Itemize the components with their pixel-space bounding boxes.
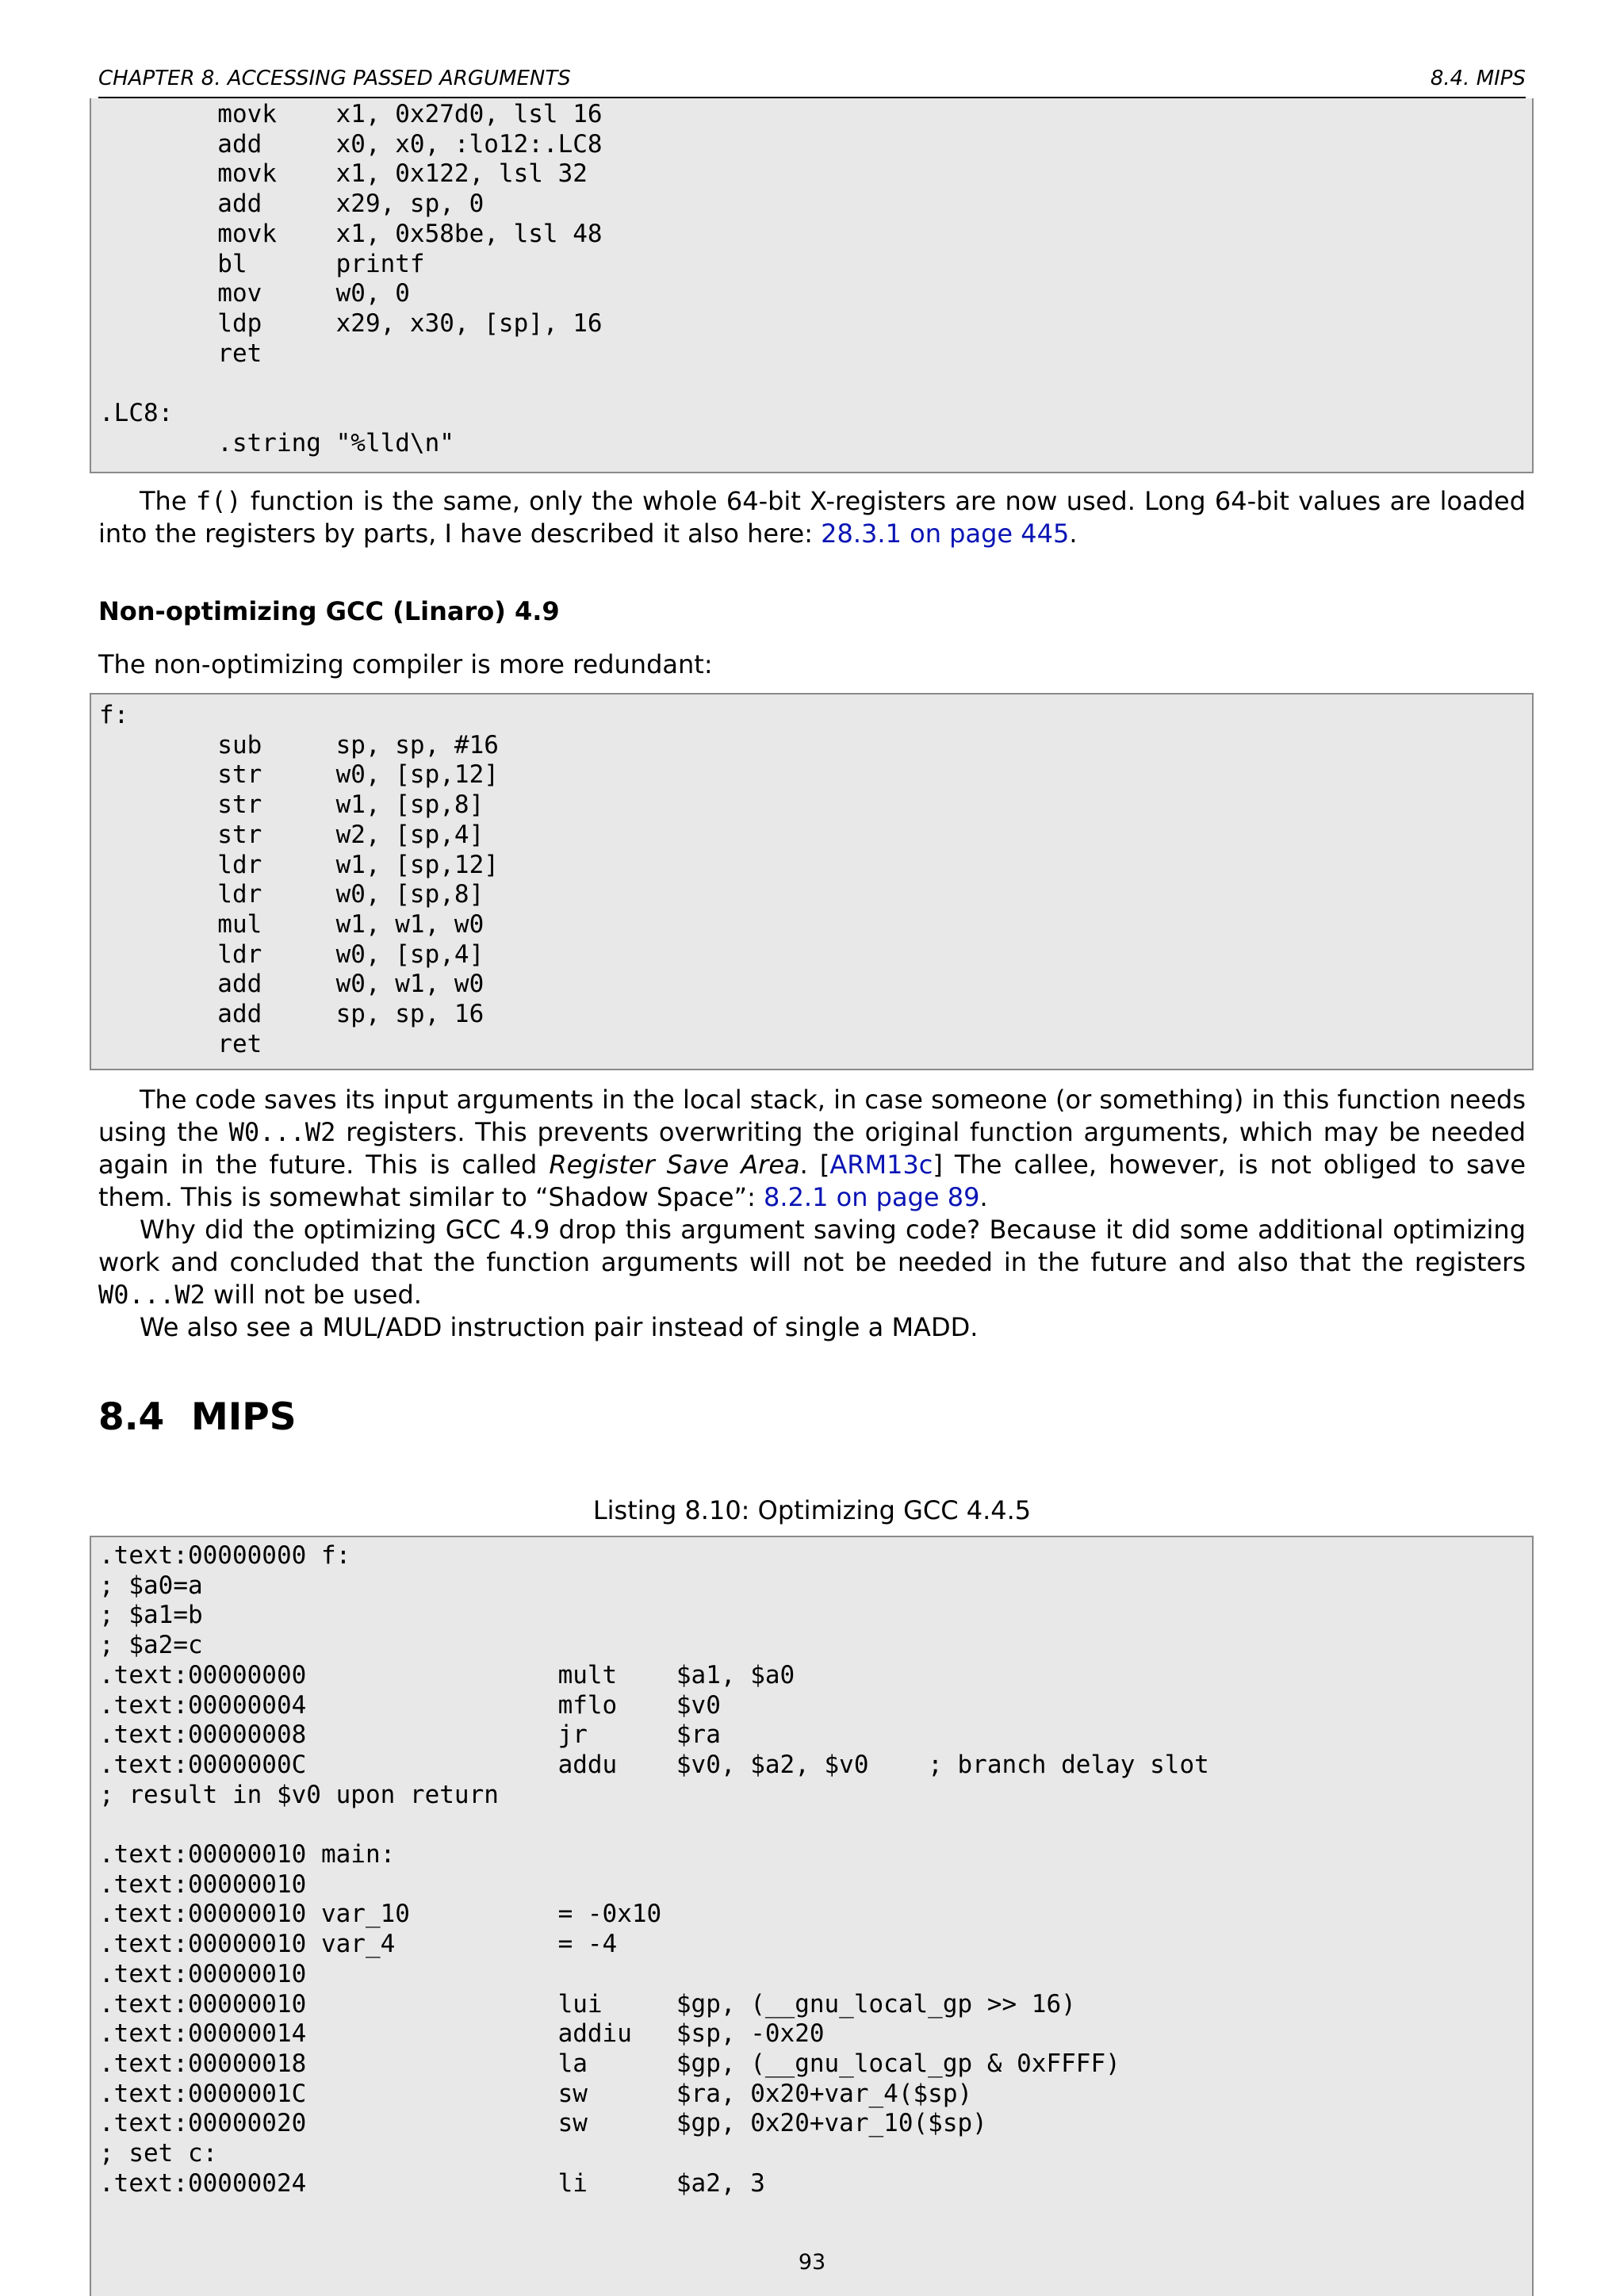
citation-arm13c[interactable]: ARM13c — [829, 1150, 933, 1180]
text-run: . [ — [799, 1150, 830, 1180]
code-listing-arm64-tail: movk x1, 0x27d0, lsl 16 add x0, x0, :lo12:.LC8 movk x1, 0x122, lsl 32 add x29, sp, 0 movk x1, 0x58be, lsl 48 bl printf mov w0, 0 ldp x29, x30, [sp], 16 ret .LC8: .string "%lld\n" — [90, 98, 1534, 473]
paragraph-f-function — [98, 485, 1526, 550]
text-run: The — [140, 486, 196, 516]
intro-text: The non-optimizing compiler is more redundant: — [98, 649, 713, 679]
paragraph-why-drop — [98, 1214, 1526, 1311]
paragraph-intro-nonopt — [98, 649, 1526, 681]
text-run: function is the same, only the whole 64-bit X-registers are now used. Long 64-bit values are loaded into the registers by parts, I have described it also here: — [98, 486, 1526, 549]
text-run: . — [1069, 519, 1078, 549]
subsection-heading-nonopt: Non-optimizing GCC (Linaro) 4.9 — [98, 596, 560, 626]
term-register-save-area: Register Save Area — [549, 1150, 800, 1180]
paragraph-mul-add: We also see a MUL/ADD instruction pair instead of single a MADD. — [140, 1312, 979, 1342]
text-run: registers. This prevents overwriting the original function arguments, which may be needed again in the future. This is called — [98, 1117, 1526, 1180]
paragraphs-register-save — [98, 1084, 1526, 1344]
section-title: MIPS — [191, 1395, 297, 1439]
text-run: will not be used. — [205, 1280, 422, 1310]
link-28-3-1[interactable]: 28.3.1 on page 445 — [821, 519, 1070, 549]
listing-caption: Listing 8.10: Optimizing GCC 4.4.5 — [592, 1495, 1032, 1525]
inline-code-w0-w2: W0...W2 — [98, 1280, 205, 1310]
code-listing-nonopt-f: f: sub sp, sp, #16 str w0, [sp,12] str w1, [sp,8] str w2, [sp,4] ldr w1, [sp,12] ldr w0, [sp,8] mul w1, w1, w0 ldr w0, [sp,4] add w0, w1, w0 add sp, sp, 16 ret — [90, 693, 1534, 1070]
text-run: Why did the optimizing GCC 4.9 drop this argument saving code? Because it did some additional optimizing work and concluded that the function arguments will not be needed in the future and also that the registers — [98, 1215, 1526, 1277]
code-listing-mips: .text:00000000 f: ; $a0=a ; $a1=b ; $a2=c .text:00000000 mult $a1, $a0 .text:00000004 mflo $v0 .text:00000008 jr $ra .text:0000000C addu $v0, $a2, $v0 ; branch delay slot ; result in $v0 upon return .text:00000010 main: .text:00000010 .text:00000010 var_10 = -0x10 .text:00000010 var_4 = -4 .text:00000010 .text:00000010 lui $gp, (__gnu_local_gp >> 16) .text:00000014 addiu $sp, -0x20 .text:00000018 la $gp, (__gnu_local_gp & 0xFFFF) .text:0000001C sw $ra, 0x20+var_4($sp) .text:00000020 sw $gp, 0x20+var_10($sp) ; set c: .text:00000024 li $a2, 3 — [90, 1536, 1534, 2296]
page-number: 93 — [798, 2250, 826, 2275]
running-header — [98, 67, 1526, 98]
section-number: 8.4 — [98, 1395, 165, 1439]
section-heading-mips — [98, 1395, 297, 1439]
header-chapter: CHAPTER 8. ACCESSING PASSED ARGUMENTS — [98, 67, 571, 90]
link-8-2-1[interactable]: 8.2.1 on page 89 — [764, 1182, 980, 1212]
paragraph-register-save-area — [98, 1084, 1526, 1214]
inline-code-w0-w2: W0...W2 — [228, 1117, 336, 1147]
text-run: ] The callee, however, is not obliged to save them. This is somewhat similar to “Shadow Space”: — [98, 1150, 1526, 1212]
text-run: The code saves its input arguments in the local stack, in case someone (or something) in this function needs using the — [98, 1085, 1526, 1147]
header-section: 8.4. MIPS — [1430, 67, 1526, 90]
inline-code-f: f() — [195, 486, 242, 516]
text-run: . — [979, 1182, 988, 1212]
